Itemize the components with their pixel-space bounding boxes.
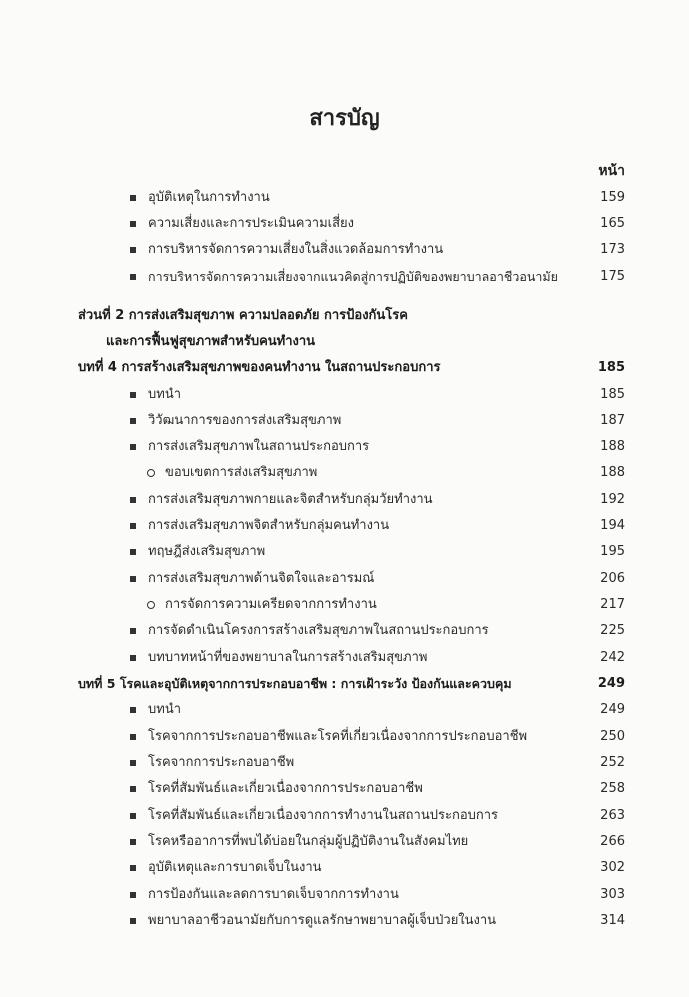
square-bullet-icon [130, 523, 136, 529]
chapter-title: บทที่ 4 การสร้างเสริมสุขภาพของคนทำงาน ในสถานประกอบการ [78, 360, 441, 375]
entry-page: 187 [600, 413, 625, 428]
entry-text: วิวัฒนาการของการส่งเสริมสุขภาพ [148, 413, 342, 428]
entry-text: อุบัติเหตุในการทำงาน [148, 190, 270, 205]
entry-text: การจัดดำเนินโครงการสร้างเสริมสุขภาพในสถานประกอบการ [148, 623, 489, 638]
toc-entry [0, 213, 689, 235]
toc-entry [0, 752, 689, 774]
page-column-header: หน้า [598, 163, 625, 179]
entry-page: 217 [600, 597, 625, 612]
entry-page: 192 [600, 492, 625, 507]
toc-entry [0, 699, 689, 721]
entry-page: 249 [600, 702, 625, 717]
entry-text: การส่งเสริมสุขภาพจิตสำหรับกลุ่มคนทำงาน [148, 518, 390, 533]
square-bullet-icon [130, 392, 136, 398]
entry-text: โรคจากการประกอบอาชีพ [148, 755, 295, 770]
toc-entry [0, 620, 689, 642]
toc-entry [0, 778, 689, 800]
entry-text: การจัดการความเครียดจากการทำงาน [165, 597, 377, 612]
toc-entry [0, 266, 689, 288]
toc-entry [0, 805, 689, 827]
entry-page: 185 [597, 360, 625, 375]
entry-text: ทฤษฎีส่งเสริมสุขภาพ [148, 544, 266, 559]
entry-text: การบริหารจัดการความเสี่ยงในสิ่งแวดล้อมการทำงาน [148, 242, 444, 257]
square-bullet-icon [130, 628, 136, 634]
entry-text: การบริหารจัดการความเสี่ยงจากแนวคิดสู่การปฏิบัติของพยาบาลอาชีวอนามัย [148, 269, 558, 284]
entry-page: 225 [600, 623, 625, 638]
square-bullet-icon [130, 221, 136, 227]
entry-page: 165 [600, 216, 625, 231]
toc-entry [0, 410, 689, 432]
square-bullet-icon [130, 497, 136, 503]
entry-page: 314 [600, 913, 625, 928]
toc-entry [0, 568, 689, 590]
entry-text: บทนำ [148, 387, 182, 402]
entry-page: 175 [600, 269, 625, 284]
entry-text: อุบัติเหตุและการบาดเจ็บในงาน [148, 860, 322, 875]
square-bullet-icon [130, 247, 136, 253]
square-bullet-icon [130, 655, 136, 661]
square-bullet-icon [130, 813, 136, 819]
entry-page: 263 [600, 808, 625, 823]
part-title: ส่วนที่ 2 การส่งเสริมสุขภาพ ความปลอดภัย การป้องกันโรค [78, 308, 408, 323]
entry-text: ขอบเขตการส่งเสริมสุขภาพ [165, 465, 318, 480]
square-bullet-icon [130, 786, 136, 792]
toc-entry [0, 187, 689, 209]
entry-text: บทนำ [148, 702, 182, 717]
toc-part-heading [0, 305, 689, 327]
toc-entry [0, 884, 689, 906]
square-bullet-icon [130, 707, 136, 713]
entry-text: ความเสี่ยงและการประเมินความเสี่ยง [148, 216, 355, 231]
entry-page: 303 [600, 887, 625, 902]
entry-page: 302 [600, 860, 625, 875]
square-bullet-icon [130, 418, 136, 424]
square-bullet-icon [130, 549, 136, 555]
toc-subentry [0, 462, 689, 484]
toc-entry [0, 239, 689, 261]
entry-text: การส่งเสริมสุขภาพในสถานประกอบการ [148, 439, 370, 454]
entry-page: 242 [600, 650, 625, 665]
entry-text: การส่งเสริมสุขภาพด้านจิตใจและอารมณ์ [148, 571, 375, 586]
entry-text: พยาบาลอาชีวอนามัยกับการดูแลรักษาพยาบาลผู้เจ็บป่วยในงาน [148, 913, 497, 928]
square-bullet-icon [130, 865, 136, 871]
toc-entry [0, 726, 689, 748]
square-bullet-icon [130, 444, 136, 450]
square-bullet-icon [130, 195, 136, 201]
square-bullet-icon [130, 918, 136, 924]
chapter-title: บทที่ 5 โรคและอุบัติเหตุจากการประกอบอาชีพ : การเฝ้าระวัง ป้องกันและควบคุม [78, 676, 512, 691]
entry-page: 194 [600, 518, 625, 533]
toc-entry [0, 515, 689, 537]
entry-page: 185 [600, 387, 625, 402]
entry-text: โรคที่สัมพันธ์และเกี่ยวเนื่องจากการทำงานในสถานประกอบการ [148, 808, 499, 823]
entry-page: 266 [600, 834, 625, 849]
circle-bullet-icon [147, 601, 155, 609]
toc-entry [0, 831, 689, 853]
toc-entry [0, 910, 689, 932]
entry-page: 195 [600, 544, 625, 559]
entry-page: 173 [600, 242, 625, 257]
square-bullet-icon [130, 892, 136, 898]
entry-page: 250 [600, 729, 625, 744]
entry-text: โรคที่สัมพันธ์และเกี่ยวเนื่องจากการประกอบอาชีพ [148, 781, 423, 796]
toc-entry [0, 857, 689, 879]
toc-chapter-heading [0, 673, 689, 695]
entry-text: โรคหรืออาการที่พบได้บ่อยในกลุ่มผู้ปฏิบัติงานในสังคมไทย [148, 834, 469, 849]
square-bullet-icon [130, 760, 136, 766]
toc-entry [0, 489, 689, 511]
page-title: สารบัญ [309, 106, 380, 131]
toc-subentry [0, 594, 689, 616]
entry-page: 252 [600, 755, 625, 770]
entry-text: โรคจากการประกอบอาชีพและโรคที่เกี่ยวเนื่องจากการประกอบอาชีพ [148, 729, 528, 744]
entry-page: 249 [597, 676, 625, 691]
entry-page: 188 [600, 439, 625, 454]
entry-page: 258 [600, 781, 625, 796]
square-bullet-icon [130, 274, 136, 280]
entry-page: 188 [600, 465, 625, 480]
circle-bullet-icon [147, 469, 155, 477]
toc-entry [0, 436, 689, 458]
entry-text: การส่งเสริมสุขภาพกายและจิตสำหรับกลุ่มวัยทำงาน [148, 492, 433, 507]
entry-text: การป้องกันและลดการบาดเจ็บจากการทำงาน [148, 887, 399, 902]
toc-part-heading-continued [0, 331, 689, 353]
toc-chapter-heading [0, 357, 689, 379]
toc-entry [0, 647, 689, 669]
part-title-continued: และการฟื้นฟูสุขภาพสำหรับคนทำงาน [106, 334, 316, 349]
toc-entry [0, 384, 689, 406]
square-bullet-icon [130, 576, 136, 582]
square-bullet-icon [130, 839, 136, 845]
toc-entry [0, 541, 689, 563]
square-bullet-icon [130, 734, 136, 740]
entry-text: บทบาทหน้าที่ของพยาบาลในการสร้างเสริมสุขภาพ [148, 650, 428, 665]
entry-page: 206 [600, 571, 625, 586]
entry-page: 159 [600, 190, 625, 205]
